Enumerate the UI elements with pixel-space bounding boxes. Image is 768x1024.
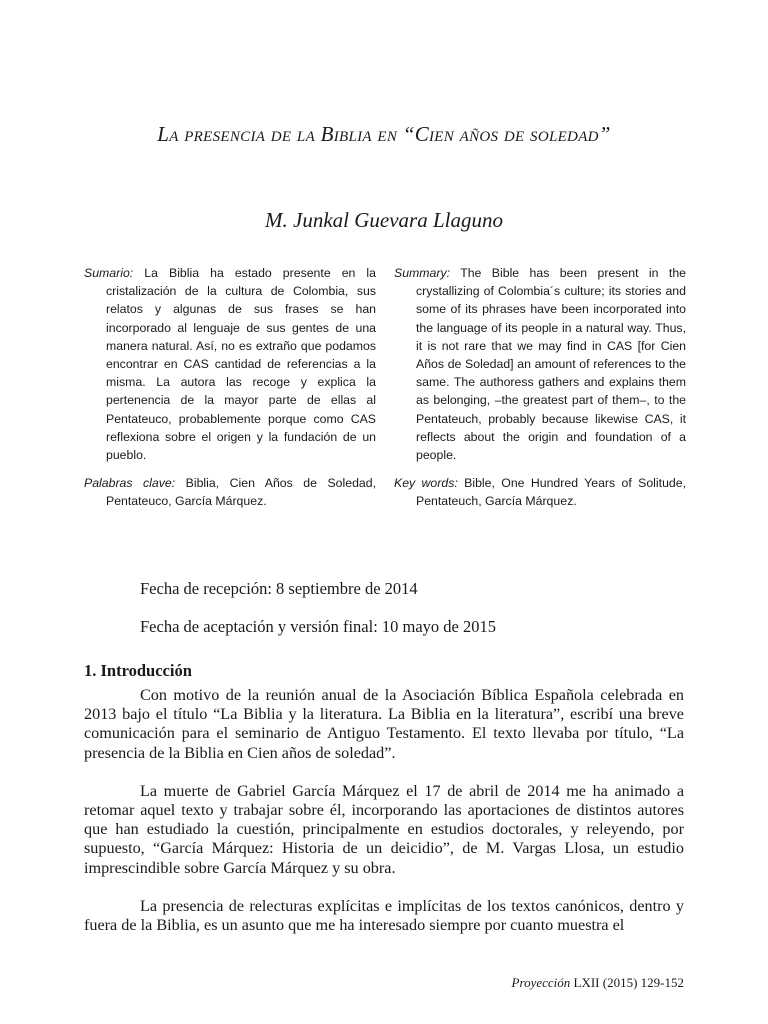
keywords-spanish-label: Palabras clave: [84,476,176,491]
body-text [84,686,684,954]
abstract-spanish-summary [84,264,376,464]
keywords-spanish [84,474,376,510]
section-heading: 1. Introducción [84,661,192,680]
date-received: Fecha de recepción: 8 septiembre de 2014 [140,579,418,598]
body-paragraph: La muerte de Gabriel García Márquez el 17 de abril de 2014 me ha animado a retomar aquel texto y trabajar sobre él, incorporando las aportaciones de distintos autores que han estudiado la cuestión, principalmente en estudios doctorales, y releyendo, por supuesto, “García Márquez: Historia de un deicidio”, de M. Vargas Llosa, un estudio imprescindible sobre García Márquez y su obra. [84,781,684,877]
abstract-english [394,264,686,511]
abstract-english-label: Summary: [394,266,451,280]
abstract-spanish-text: La Biblia ha estado presente en la cristalización de la cultura de Colombia, sus relatos y algunas de sus frases se han incorporado al lenguaje de sus gentes de una manera natural. Así, no es extraño que podamos encontrar en CAS cantidad de referencias a la misma. La autora las recoge y explica la pertenencia de la mayor parte de ellas al Pentateuco, probablemente porque como CAS reflexiona sobre el origen y la fundación de un pueblo. [106,266,376,463]
abstract-english-text: The Bible has been present in the crystallizing of Colombia´s culture; its stories and some of its phrases have been incorporated into the language of its people in a natural way. Thus, it is not rare that we may find in CAS [for Cien Años de Soledad] an amount of references to the same. The authoress gathers and explains them as belonging, –the greatest part of them–, to the Pentateuch, probably because likewise CAS, it reflects about the origin and foundation of a people. [416,266,686,463]
abstract-english-summary [394,264,686,464]
page-footer [512,975,684,991]
journal-citation: LXII (2015) 129-152 [570,975,684,990]
article-title: La presencia de la Biblia en “Cien años de soledad” [157,122,611,146]
journal-name: Proyección [511,975,571,990]
body-paragraph: La presencia de relecturas explícitas e implícitas de los textos canónicos, dentro y fuera de la Biblia, es un asunto que me ha interesado siempre por cuanto muestra el [84,896,684,935]
abstract-spanish-label: Sumario: [84,266,134,280]
keywords-english-text: Bible, One Hundred Years of Solitude, Pentateuch, García Márquez. [416,476,687,509]
date-accepted: Fecha de aceptación y versión final: 10 mayo de 2015 [140,617,497,636]
keywords-spanish-text: Biblia, Cien Años de Soledad, Pentateuco, García Márquez. [106,476,376,509]
body-paragraph: Con motivo de la reunión anual de la Asociación Bíblica Española celebrada en 2013 bajo el título “La Biblia y la literatura. La Biblia en la literatura”, escribí una breve comunicación para el seminario de Antiguo Testamento. El texto llevaba por título, “La presencia de la Biblia en Cien años de soledad”. [84,686,684,762]
keywords-english-label: Key words: [394,476,458,491]
article-author: M. Junkal Guevara Llaguno [265,208,503,232]
abstract-spanish [84,264,376,511]
keywords-english [394,474,686,510]
